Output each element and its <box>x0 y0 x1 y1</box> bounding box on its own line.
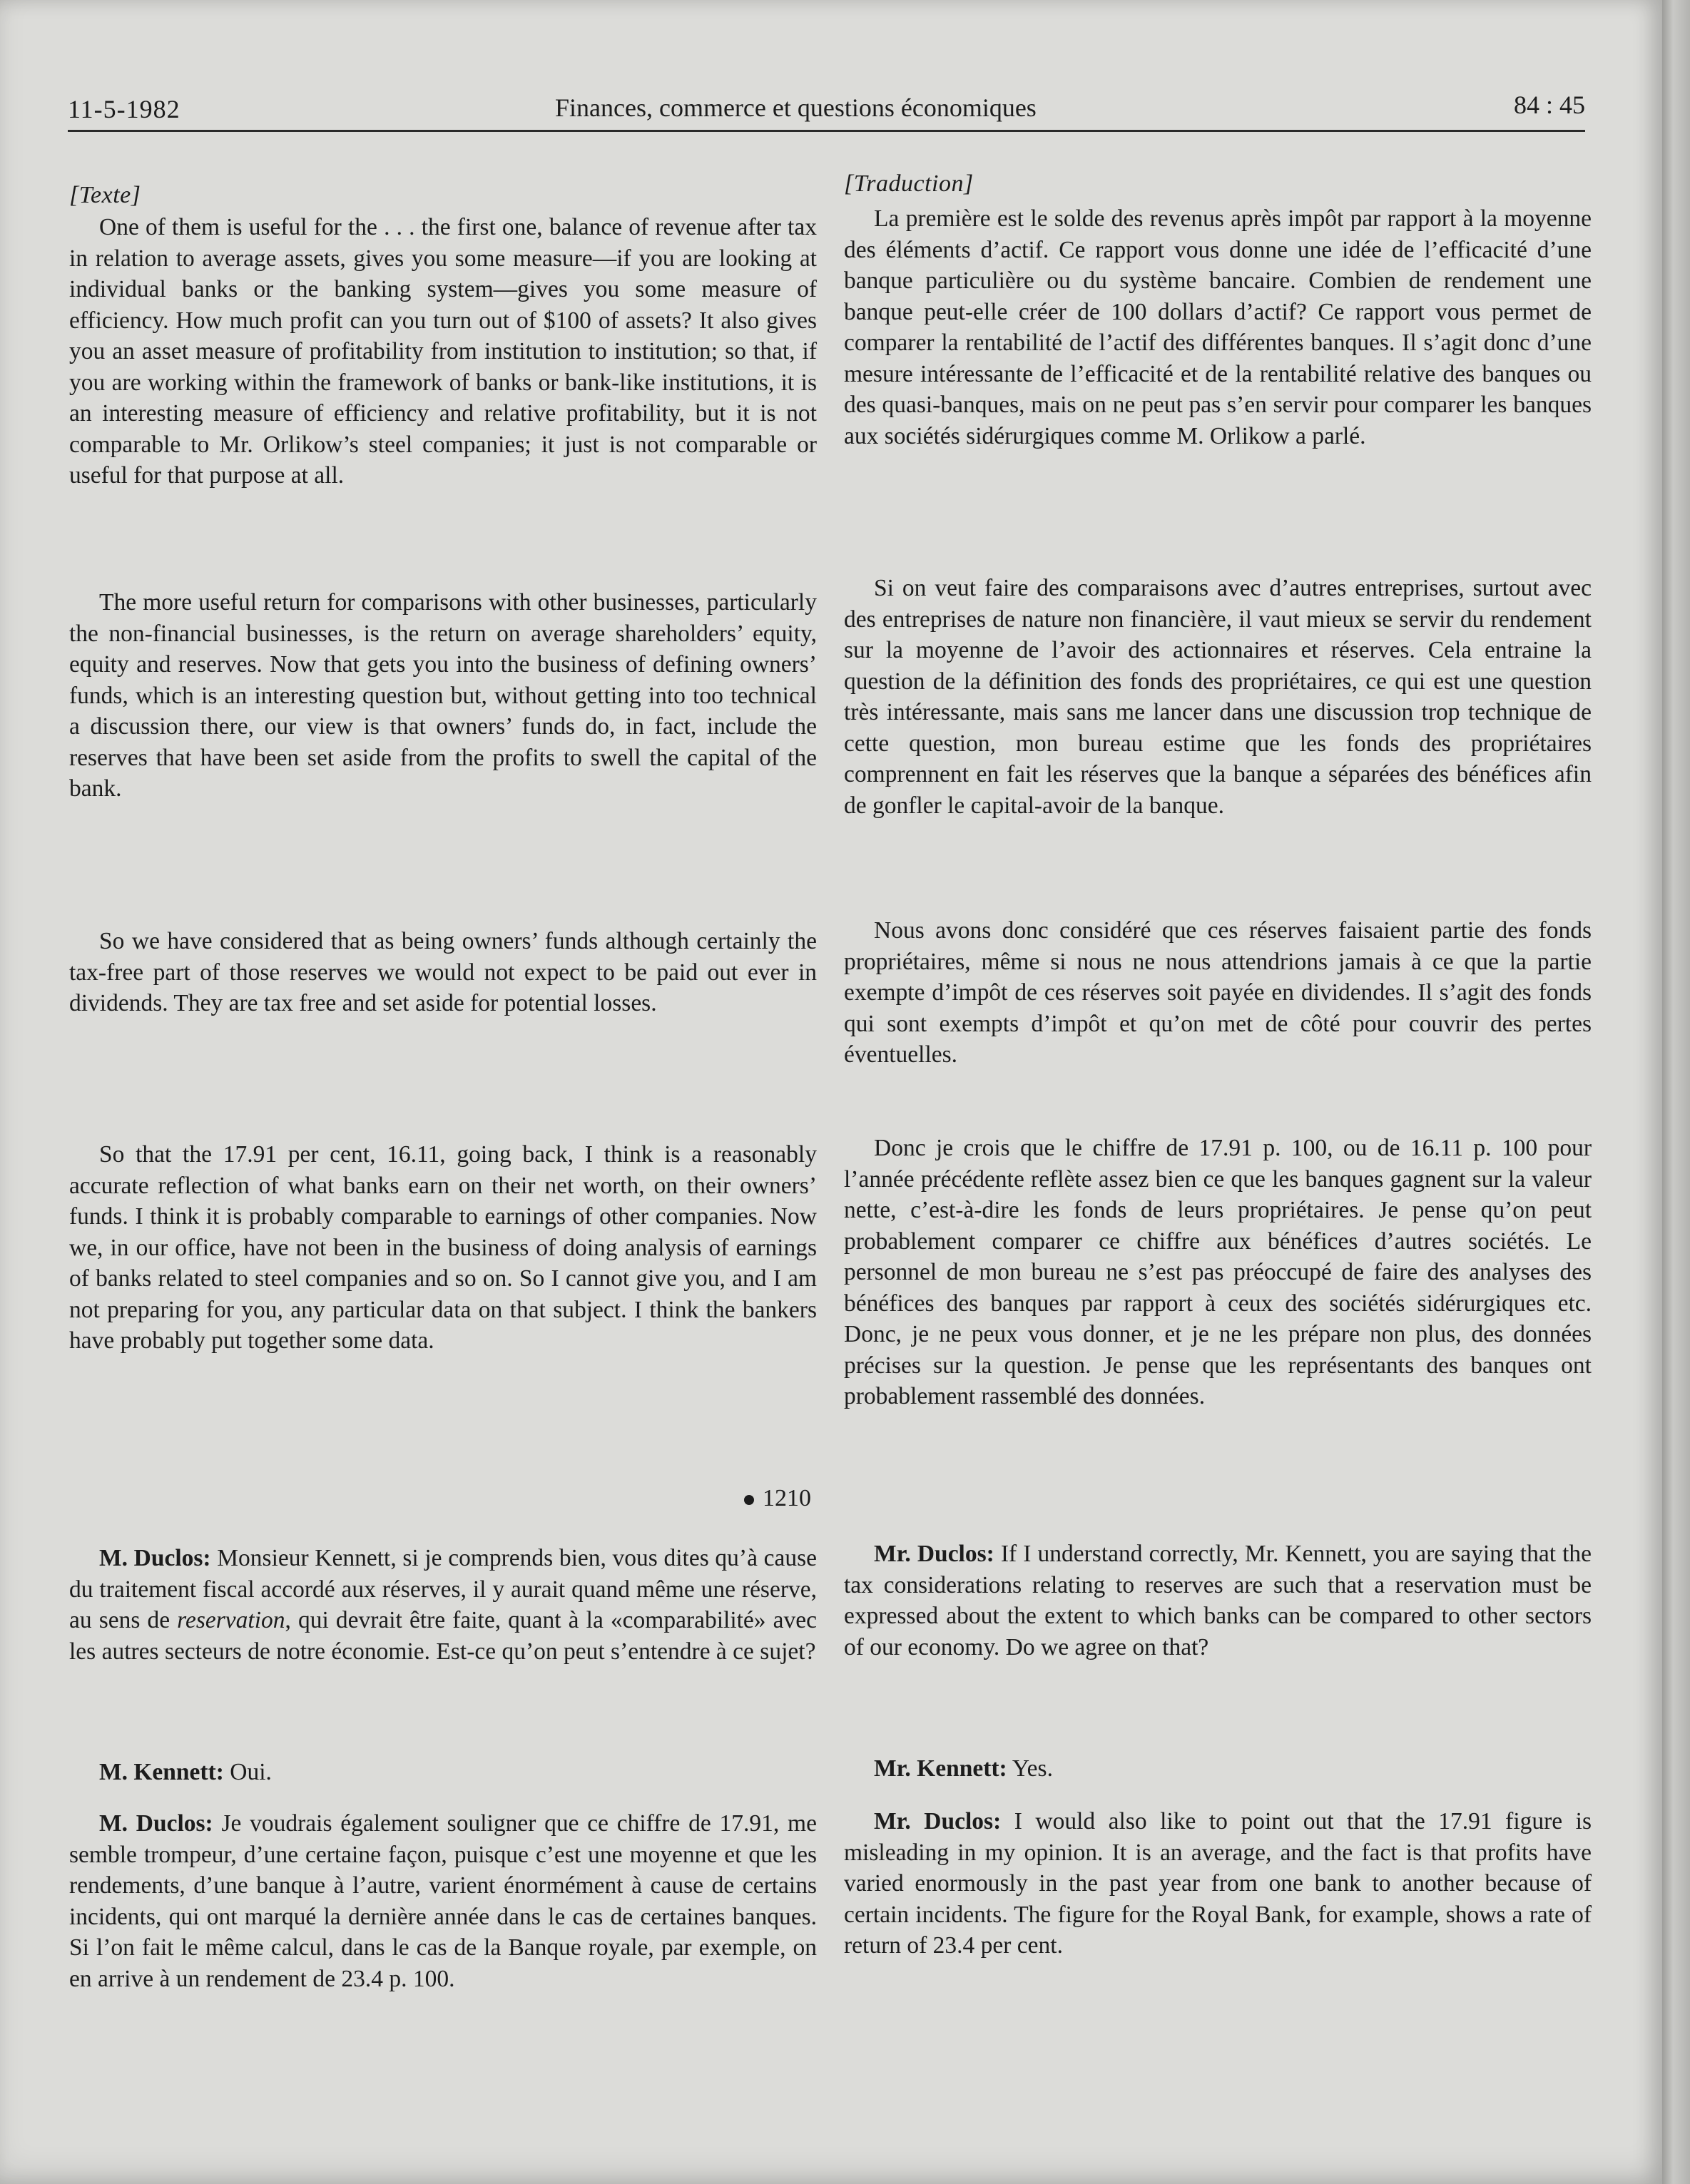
speech-duclos <box>844 1806 1592 1961</box>
time-marker-text: 1210 <box>763 1485 811 1511</box>
paragraph <box>69 212 817 491</box>
speech-italic: reservation <box>177 1607 285 1633</box>
right-column <box>844 160 1592 2129</box>
paragraph-text <box>844 1806 1592 1961</box>
paragraph <box>69 1139 817 1357</box>
paragraph-text: Si on veut faire des comparaisons avec d’autres entreprises, surtout avec des entreprises de nature non financière, il vaut mieux se servir du rendement sur la moyenne de l’avoir des actionnaires et réserves. Cela entraine la question de la définition des fonds des propriétaires, ce qui est une question très intéressante, mais sans me lancer dans une discussion trop technique de cette question, mon bureau estime que les fonds des propriétaires comprennent en fait les réserves que la banque a séparées des bénéfices afin de gonfler le capital-avoir de la banque. <box>844 575 1592 819</box>
paragraph <box>844 573 1592 821</box>
speech-text: Monsieur Kennett, si je comprends bien, vous dites qu’à cause du traitement fiscal accordé aux réserves, il y aurait quand même une réserve, au sens de <box>69 1545 817 1633</box>
paragraph <box>844 203 1592 451</box>
column-label-traduction: [Traduction] <box>844 170 974 197</box>
speech-text: If I understand correctly, Mr. Kennett, you are saying that the tax considerations relating to reserves are such that a reservation must be expressed about the extent to which banks can be compared to other sectors of our economy. Do we agree on that? <box>844 1541 1592 1660</box>
column-label-text: Traduction <box>853 170 964 197</box>
speaker-name: M. Duclos: <box>99 1545 211 1571</box>
speaker-name: M. Kennett: <box>99 1759 224 1785</box>
paragraph-text: La première est le solde des revenus après impôt par rapport à la moyenne des éléments d’actif. Ce rapport vous donne une idée de l’efficacité d’une banque particulière ou du système bancaire. Combien de rendement une banque peut-elle créer de 100 dollars d’actif? Ce rapport vous permet de comparer la rentabilité de l’actif des différentes banques. Il s’agit donc d’une mesure intéressante de l’efficacité et de la rentabilité relative des banques ou des quasi-banques, mais on ne peut pas s’en servir pour comparer les banques aux sociétés sidérurgiques comme M. Orlikow a parlé. <box>844 205 1592 449</box>
time-marker <box>744 1485 811 1512</box>
paragraph-text <box>69 1808 817 1994</box>
header-date: 11-5-1982 <box>68 95 180 123</box>
column-label-text: Texte <box>78 182 131 208</box>
header-page-number: 84 : 45 <box>1513 91 1585 119</box>
paragraph <box>69 587 817 805</box>
paragraph-text <box>69 1757 817 1788</box>
paragraph-text: So that the 17.91 per cent, 16.11, going back, I think is a reasonably accurate reflection of what banks earn on their net worth, on their owners’ funds. I think it is probably comparable to earnings of other companies. Now we, in our office, have not been in the business of doing analysis of earnings of banks related to steel companies and so on. So I cannot give you, and I am not preparing for you, any particular data on that subject. I think the bankers have probably put together some data. <box>69 1141 817 1354</box>
paragraph-text <box>844 1753 1592 1785</box>
speech-text: I would also like to point out that the 17.91 figure is misleading in my opinion. It is an average, and the fact is that profits have varied enormously in the past year from one bank to another because of certain incidents. The figure for the Royal Bank, for example, shows a rate of return of 23.4 per cent. <box>844 1808 1592 1959</box>
speaker-name: Mr. Kennett: <box>874 1755 1007 1782</box>
page-edge <box>1662 0 1690 2184</box>
speech-duclos <box>69 1543 817 1667</box>
speech-duclos <box>844 1539 1592 1663</box>
column-label-texte: [Texte] <box>69 182 141 208</box>
page-header <box>68 84 1585 132</box>
speech-text: , qui devrait être faite, quant à la «comparabilité» avec les autres secteurs de notre économie. Est-ce qu’on peut s’entendre à ce sujet? <box>69 1607 817 1665</box>
speech-text: Je voudrais également souligner que ce chiffre de 17.91, me semble trompeur, d’une certaine façon, puisque c’est une moyenne et que les rendements, d’une banque à l’autre, varient énormément à cause de certains incidents, qui ont marqué la dernière année dans le cas de certaines banques. Si l’on fait le même calcul, dans le cas de la Banque royale, par exemple, on en arrive à un rendement de 23.4 p. 100. <box>69 1810 817 1992</box>
paragraph <box>844 915 1592 1071</box>
speech-kennett <box>844 1753 1592 1785</box>
paragraph-text <box>69 1543 817 1667</box>
header-title: Finances, commerce et questions économiques <box>555 93 1037 122</box>
paragraph-text <box>844 1539 1592 1663</box>
speech-text: Yes. <box>1007 1755 1053 1782</box>
speech-text: Oui. <box>223 1759 272 1785</box>
speaker-name: Mr. Duclos: <box>874 1808 1002 1835</box>
bullet-icon <box>744 1495 754 1505</box>
left-column <box>69 160 817 2129</box>
speech-duclos <box>69 1808 817 1994</box>
paragraph <box>69 926 817 1019</box>
paragraph-text: The more useful return for comparisons with other businesses, particularly the non-financial businesses, is the return on average shareholders’ equity, equity and reserves. Now that gets you into the business of defining owners’ funds, which is an interesting question but, without getting into too technical a discussion there, our view is that owners’ funds do, in fact, include the reserves that have been set aside from the profits to swell the capital of the bank. <box>69 589 817 802</box>
paragraph-text: Donc je crois que le chiffre de 17.91 p. 100, ou de 16.11 p. 100 pour l’année précédente reflète assez bien ce que les banques gagnent sur la valeur nette, c’est-à-dire les fonds de leurs propriétaires. Je pense qu’on peut probablement comparer ce chiffre aux bénéfices d’autres sociétés. Le personnel de mon bureau ne s’est pas préoccupé de faire des analyses des bénéfices des banques par rapport à ceux des sociétés sidérurgiques etc. Donc, je ne peux vous donner, et je ne les prépare non plus, des données précises sur la question. Je pense que les représentants des banques ont probablement rassemblé des données. <box>844 1135 1592 1409</box>
speaker-name: M. Duclos: <box>99 1810 213 1837</box>
speaker-name: Mr. Duclos: <box>874 1541 994 1567</box>
paragraph-text: Nous avons donc considéré que ces réserves faisaient partie des fonds propriétaires, même si nous ne nous attendrions jamais à ce que la partie exempte d’impôt de ces réserves soit payée en dividendes. Il s’agit des fonds qui sont exempts d’impôt et qu’on met de côté pour couvrir des pertes éventuelles. <box>844 917 1592 1068</box>
paragraph-text: One of them is useful for the . . . the first one, balance of revenue after tax in relation to average assets, gives you some measure—if you are looking at individual banks or the banking system—gives you some measure of efficiency. How much profit can you turn out of $100 of assets? It also gives you an asset measure of profitability from institution to institution; so that, if you are working within the framework of banks or bank-like institutions, it is an interesting measure of efficiency and relative profitability, but it is not comparable to Mr. Orlikow’s steel companies; it just is not comparable or useful for that purpose at all. <box>69 214 817 489</box>
paragraph <box>844 1133 1592 1412</box>
speech-kennett <box>69 1757 817 1788</box>
paragraph-text: So we have considered that as being owners’ funds although certainly the tax-free part of those reserves we would not expect to be paid out ever in dividends. They are tax free and set aside for potential losses. <box>69 928 817 1016</box>
